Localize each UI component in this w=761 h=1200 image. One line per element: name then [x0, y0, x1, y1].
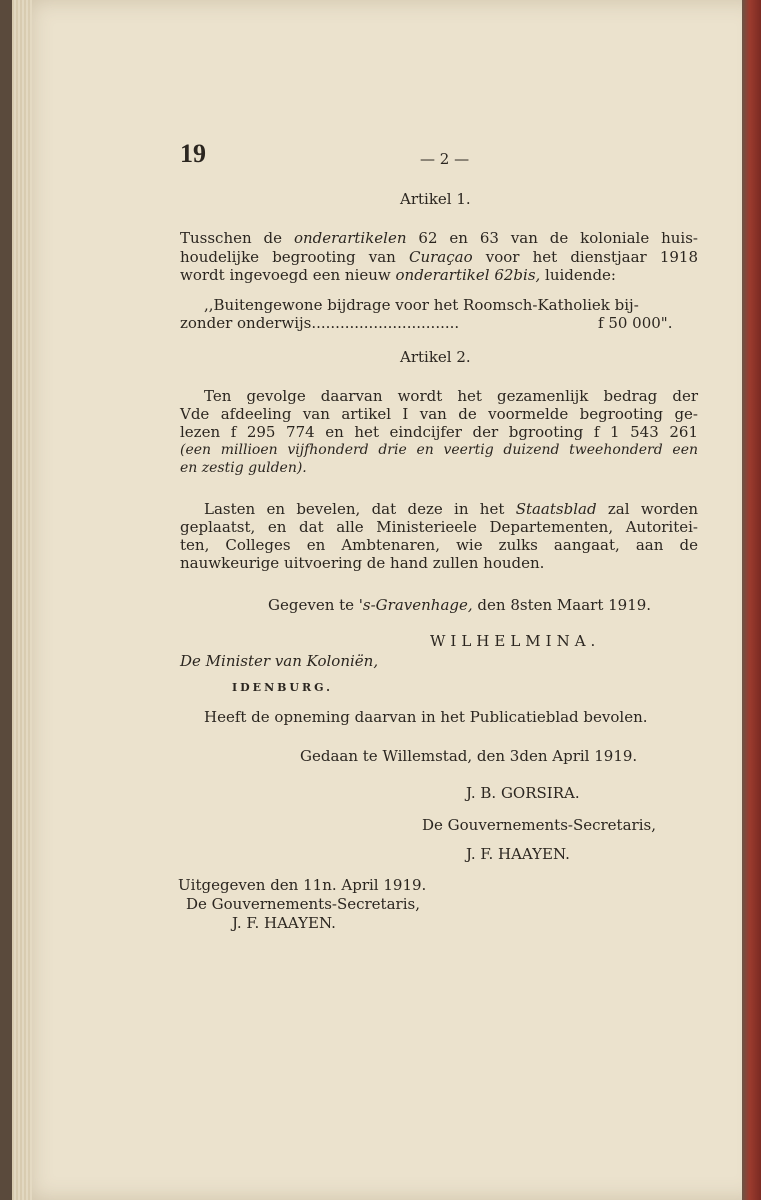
book-cover-edge — [742, 0, 761, 1200]
minister-title: De Minister van Koloniën, — [180, 652, 379, 670]
closing-line: Lasten en bevelen, dat deze in het Staatsblad zal worden — [204, 500, 698, 518]
page-marker: — 2 — — [420, 150, 470, 168]
signature-queen: WILHELMINA. — [430, 632, 601, 650]
book-spine — [12, 0, 32, 1200]
article-2-line: lezen f 295 774 en het eindcijfer der bgrooting f 1 543 261 — [180, 423, 698, 441]
quote-line: zonder onderwijs............................... — [180, 314, 460, 332]
done-at-line: Gedaan te Willemstad, den 3den April 1919. — [300, 747, 638, 765]
closing-line: geplaatst, en dat alle Ministerieele Departementen, Autoritei- — [180, 518, 698, 536]
publication-issued: Uitgegeven den 11n. April 1919. — [178, 876, 427, 894]
article-1-heading: Artikel 1. — [400, 190, 471, 208]
given-at-line: Gegeven te 's-Gravenhage, den 8sten Maart 1919. — [268, 596, 652, 614]
publication-secretary-title: De Gouvernements-Secretaris, — [186, 895, 420, 913]
article-1-line: Tusschen de onderartikelen 62 en 63 van de koloniale huis- — [180, 229, 698, 247]
article-1-line: houdelijke begrooting van Curaçao voor het dienstjaar 1918 — [180, 248, 699, 266]
governor-name: J. B. GORSIRA. — [466, 784, 580, 802]
article-2-line: Vde afdeeling van artikel I van de voormelde begrooting ge- — [180, 405, 698, 423]
order-line: Heeft de opneming daarvan in het Publicatieblad bevolen. — [204, 708, 648, 726]
minister-name: IDENBURG. — [232, 681, 333, 694]
secretary-name: J. F. HAAYEN. — [466, 845, 570, 863]
publication-secretary-name: J. F. HAAYEN. — [232, 914, 336, 932]
article-1-line: wordt ingevoegd een nieuw onderartikel 62bis, luidende: — [180, 266, 616, 284]
quote-amount: f 50 000". — [598, 314, 673, 332]
article-2-italic-line: en zestig gulden). — [180, 460, 307, 476]
page-number: 19 — [180, 139, 206, 168]
article-2-italic-line: (een millioen vijfhonderd drie en veertig duizend tweehonderd een — [180, 442, 698, 458]
secretary-title: De Gouvernements-Secretaris, — [422, 816, 656, 834]
article-2-line: Ten gevolge daarvan wordt het gezamenlijk bedrag der — [204, 387, 698, 405]
closing-line: nauwkeurige uitvoering de hand zullen houden. — [180, 554, 545, 572]
article-2-heading: Artikel 2. — [400, 348, 471, 366]
closing-line: ten, Colleges en Ambtenaren, wie zulks aangaat, aan de — [180, 536, 698, 554]
quote-line: ,,Buitengewone bijdrage voor het Roomsch-Katholiek bij- — [204, 296, 639, 314]
